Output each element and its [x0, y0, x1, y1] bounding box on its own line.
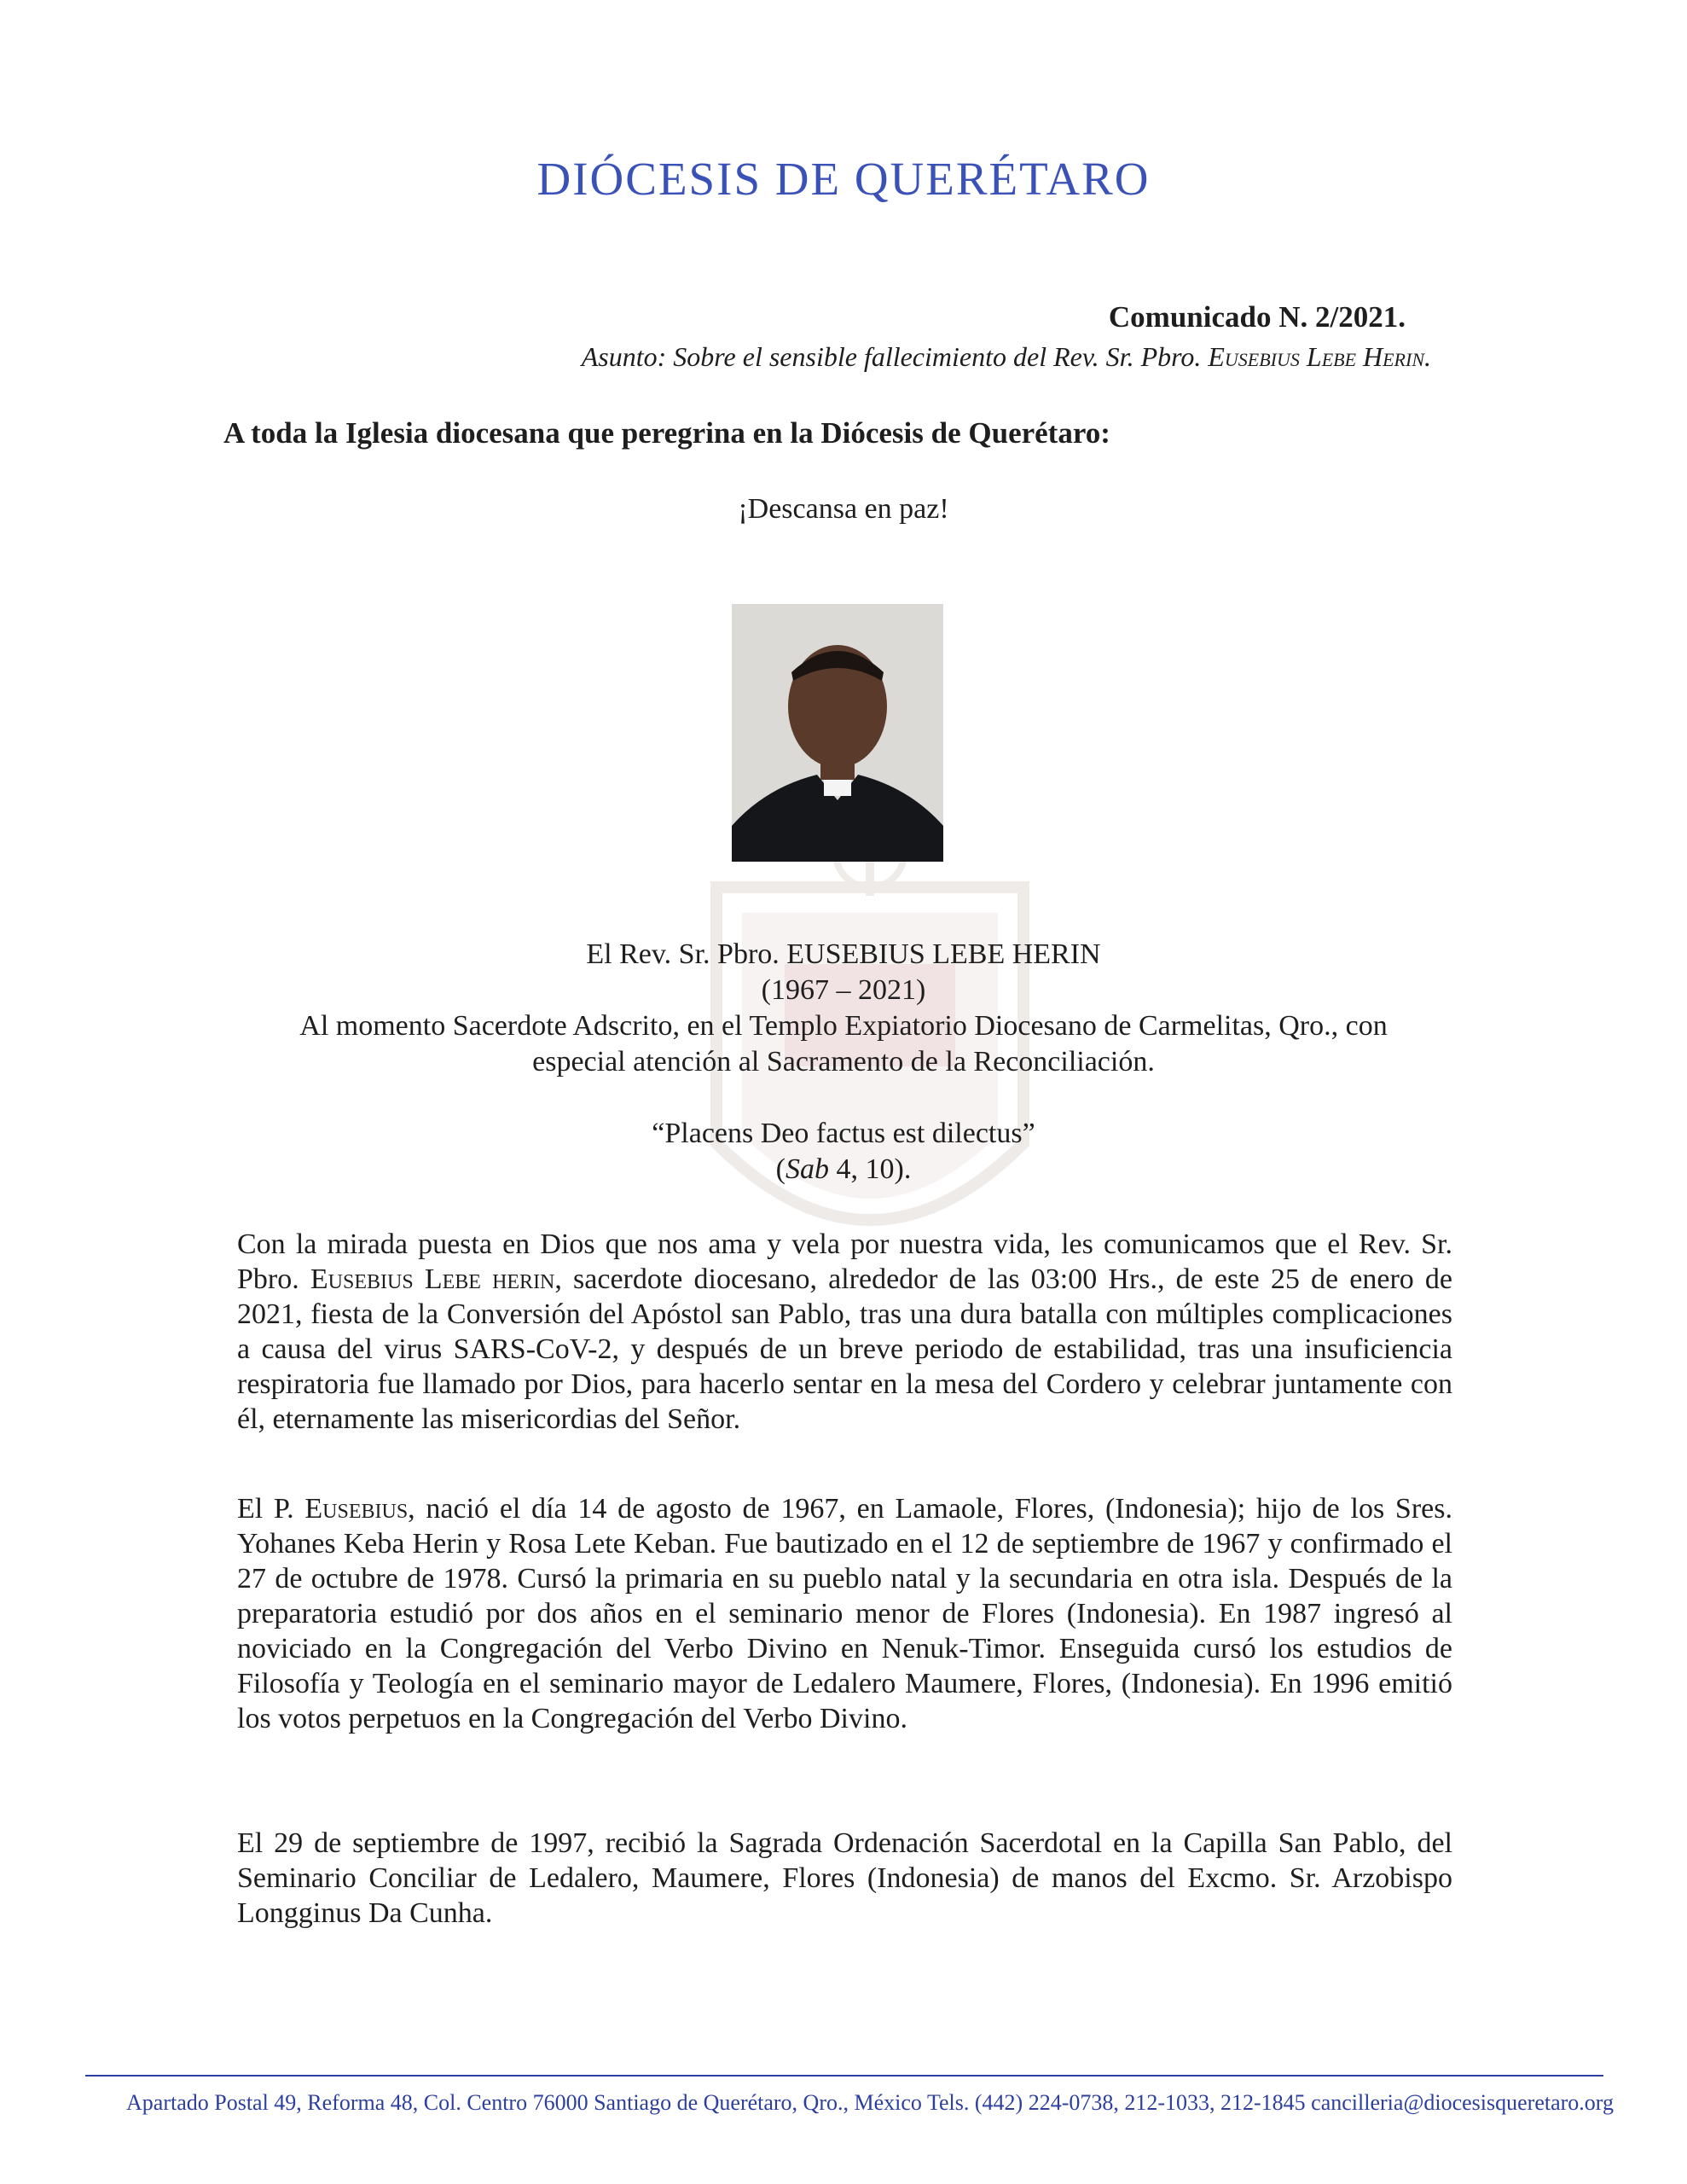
- quote-block: [171, 1116, 1516, 1188]
- paragraph2-text-2: , nació el día 14 de agosto de 1967, en Lamaole, Flores, (Indonesia); hijo de los Sres. Yohanes Keba Herin y Rosa Lete Keban. Fue bautizado en el 12 de septiembre de 1967 y confirmado el 27 de octubre de 1978. Cursó la primaria en su pueblo natal y la secundaria en otra isla. Después de la preparatoria estudió por dos años en el seminario menor de Flores (Indonesia). En 1987 ingresó al noviciado en la Congregación del Verbo Divino en Nenuk-Timor. Enseguida cursó los estudios de Filosofía y Teología en el seminario mayor de Ledalero Maumere, Flores, (Indonesia). En 1996 emitió los votos perpetuos en la Congregación del Verbo Divino.: [237, 1493, 1452, 1734]
- asunto-name: Eusebius Lebe Herin.: [1208, 341, 1431, 372]
- footer-contact: Apartado Postal 49, Reforma 48, Col. Centro 76000 Santiago de Querétaro, Qro., México Tels. (442) 224-0738, 212-1033, 212-1845 cancilleria@diocesisqueretaro.org: [126, 2090, 1614, 2115]
- quote-reference: (Sab 4, 10).: [775, 1153, 912, 1185]
- paragraph1-text-1: Con la mirada puesta en Dios que nos ama y vela por nuestra vida, les comunicamos que el Rev. Sr. Pbro.: [237, 1228, 1452, 1295]
- comunicado-number: Comunicado N. 2/2021.: [1108, 300, 1406, 334]
- paragraph2-name: Eusebius: [304, 1493, 409, 1525]
- quote-text: “Placens Deo factus est dilectus”: [652, 1118, 1035, 1149]
- bio-role-line2: especial atención al Sacramento de la Reconciliación.: [532, 1046, 1155, 1077]
- paragraph2-text-1: El P.: [237, 1493, 305, 1525]
- paragraph-announcement: [237, 1227, 1452, 1437]
- rest-in-peace-line: ¡Descansa en paz!: [738, 493, 949, 525]
- paragraph1-name: Eusebius Lebe herin: [310, 1263, 555, 1295]
- paragraph-biography: [237, 1491, 1452, 1736]
- bio-years: (1967 – 2021): [761, 974, 926, 1006]
- page-title: DIÓCESIS DE QUERÉTARO: [536, 153, 1151, 205]
- quote-ref-rest: 4, 10).: [829, 1153, 912, 1185]
- paragraph1-text-2: , sacerdote diocesano, alrededor de las 03:00 Hrs., de este 25 de enero de 2021, fiesta de la Conversión del Apóstol san Pablo, tras una dura batalla con múltiples complicaciones a causa del virus SARS-CoV-2, y después de un breve periodo de estabilidad, tras una insuficiencia respiratoria fue llamado por Dios, para hacerlo sentar en la mesa del Cordero y celebrar juntamente con él, eternamente las misericordias del Señor.: [237, 1263, 1452, 1435]
- salutation: A toda la Iglesia diocesana que peregrina en la Diócesis de Querétaro:: [223, 416, 1110, 450]
- bio-block: [171, 937, 1516, 1080]
- paragraph-ordination: El 29 de septiembre de 1997, recibió la Sagrada Ordenación Sacerdotal en la Capilla San Pablo, del Seminario Conciliar de Ledalero, Maumere, Flores (Indonesia) de manos del Excmo. Sr. Arzobispo Longginus Da Cunha.: [237, 1827, 1452, 1929]
- asunto-prefix: Asunto: Sobre el sensible fallecimiento del Rev. Sr. Pbro.: [581, 341, 1209, 372]
- bio-name: El Rev. Sr. Pbro. EUSEBIUS LEBE HERIN: [586, 938, 1101, 970]
- priest-portrait-photo: [732, 604, 943, 862]
- asunto-line: [582, 341, 1431, 373]
- quote-book: Sab: [786, 1153, 829, 1185]
- footer-divider: [85, 2075, 1603, 2077]
- bio-role-line1: Al momento Sacerdote Adscrito, en el Templo Expiatorio Diocesano de Carmelitas, Qro., con: [299, 1010, 1388, 1042]
